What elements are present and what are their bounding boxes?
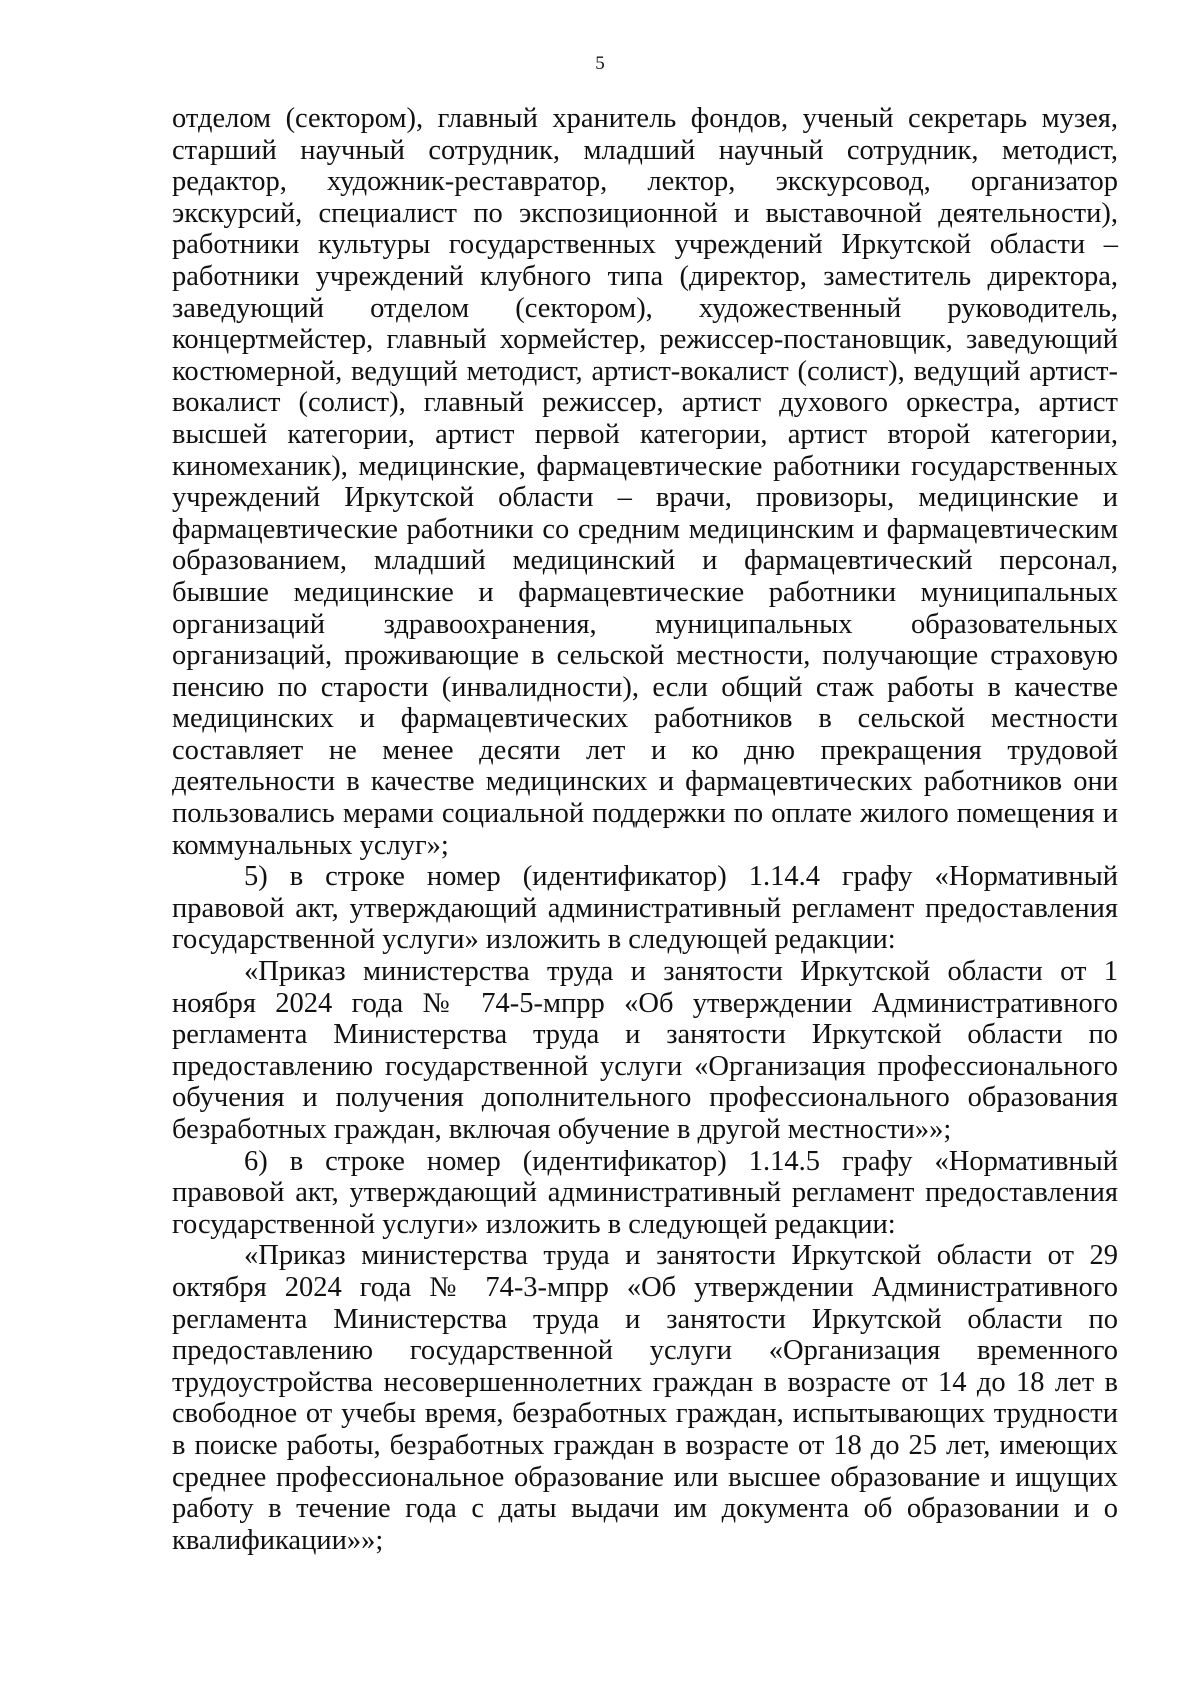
paragraph-continuation-list-of-workers: отделом (сектором), главный хранитель фондов, ученый секретарь музея, старший научный сотрудник, младший научный сотрудник, методист, редактор, художник-реставратор, лектор, экскурсовод, организатор экскурсий, специалист по экспозиционной и выставочной деятельности), работники культуры государственных учреждений Иркутской области – работники учреждений клубного типа (директор, заместитель директора, заведующий отделом (сектором), художественный руководитель, концертмейстер, главный хормейстер, режиссер-постановщик, заведующий костюмерной, ведущий методист, артист-вокалист (солист), ведущий артист-вокалист (солист), главный режиссер, артист духового оркестра, артист высшей категории, артист первой категории, артист второй категории, киномеханик), медицинские, фармацевтические работники государственных учреждений Иркутской области – врачи, провизоры, медицинские и фармацевтические работники со средним медицинским и фармацевтическим образованием, младший медицинский и фармацевтический персонал, бывшие медицинские и фармацевтические работники муниципальных организаций здравоохранения, муниципальных образовательных организаций, проживающие в сельской местности, получающие страховую пенсию по старости (инвалидности), если общий стаж работы в качестве медицинских и фармацевтических работников в сельской местности составляет не менее десяти лет и ко дню прекращения трудовой деятельности в качестве медицинских и фармацевтических работников они пользовались мерами социальной поддержки по оплате жилого помещения и коммунальных услуг»; bbox=[172, 103, 1118, 861]
paragraph-order-74-3-mprr: «Приказ министерства труда и занятости Иркутской области от 29 октября 2024 года № 74-3-мпрр «Об утверждении Административного регламента Министерства труда и занятости Иркутской области по предоставлению государственной услуги «Организация временного трудоустройства несовершеннолетних граждан в возрасте от 14 до 18 лет в свободное от учебы время, безработных граждан, испытывающих трудности в поиске работы, безработных граждан в возрасте от 18 до 25 лет, имеющих среднее профессиональное образование или высшее образование и ищущих работу в течение года с даты выдачи им документа об образовании и о квалификации»»; bbox=[172, 1240, 1118, 1556]
page-number: 5 bbox=[595, 53, 605, 74]
paragraph-item-5: 5) в строке номер (идентификатор) 1.14.4 графу «Нормативный правовой акт, утверждающий административный регламент предоставления государственной услуги» изложить в следующей редакции: bbox=[172, 861, 1118, 956]
paragraph-item-6: 6) в строке номер (идентификатор) 1.14.5 графу «Нормативный правовой акт, утверждающий административный регламент предоставления государственной услуги» изложить в следующей редакции: bbox=[172, 1145, 1118, 1240]
paragraph-order-74-5-mprr: «Приказ министерства труда и занятости Иркутской области от 1 ноября 2024 года № 74-5-мпрр «Об утверждении Административного регламента Министерства труда и занятости Иркутской области по предоставлению государственной услуги «Организация профессионального обучения и получения дополнительного профессионального образования безработных граждан, включая обучение в другой местности»»; bbox=[172, 956, 1118, 1145]
document-body bbox=[172, 103, 1118, 1556]
